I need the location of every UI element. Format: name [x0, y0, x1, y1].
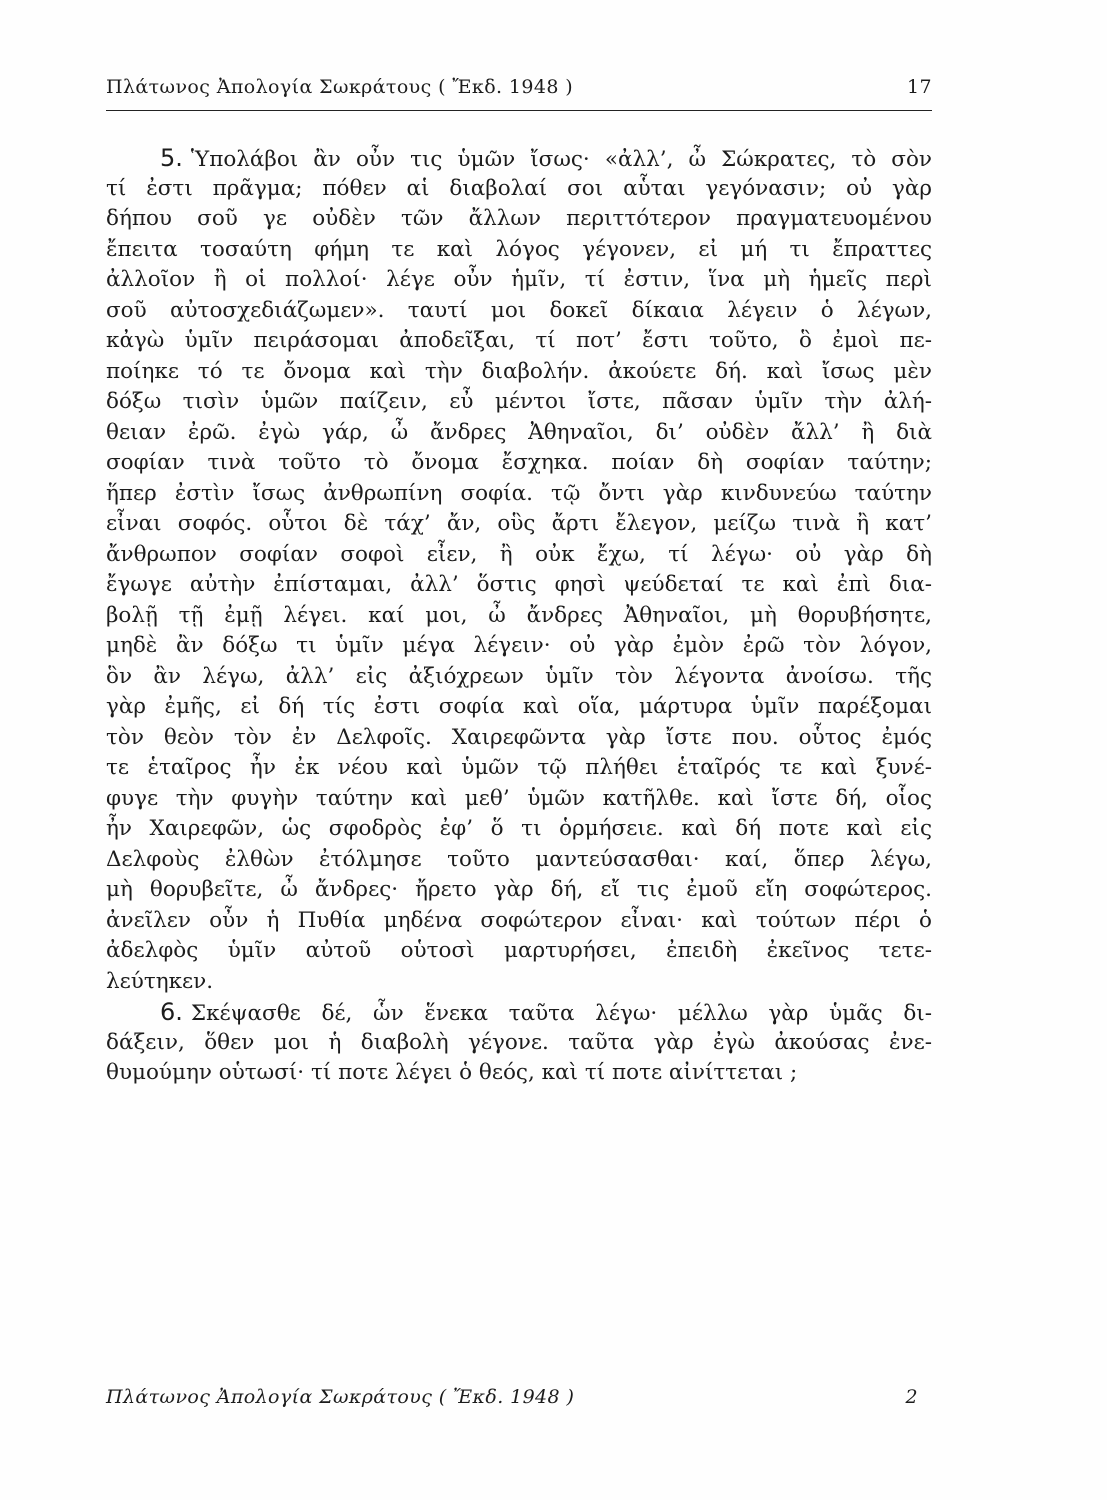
text-line: ἀδελφὸς ὑμῖν αὐτοῦ οὑτοσὶ μαρτυρήσει, ἐπειδὴ ἐκεῖνος τετε- — [106, 938, 932, 963]
text-line: ἔπειτα τοσαύτη φήμη τε καὶ λόγος γέγονεν, εἰ μή τι ἔπραττες — [106, 236, 932, 262]
text-line: τί ἐστι πρᾶγμα; πόθεν αἱ διαβολαί σοι αὗται γεγόνασιν; οὐ γὰρ — [106, 175, 932, 201]
text-line: θυμούμην οὑτωσί· τί ποτε λέγει ὁ θεός, καὶ τί ποτε αἰνίττεται ; — [106, 1060, 798, 1085]
text-line: μηδὲ ἂν δόξω τι ὑμῖν μέγα λέγειν· οὐ γὰρ ἐμὸν ἐρῶ τὸν λόγον, — [106, 633, 932, 658]
page-body — [106, 143, 932, 1089]
footer-title: Πλάτωνος Ἀπολογία Σωκράτους ( Ἔκδ. 1948 ) — [106, 1386, 575, 1408]
signature-mark: 2 — [905, 1386, 918, 1408]
text-line: ἀνεῖλεν οὖν ἡ Πυθία μηδένα σοφώτερον εἶναι· καὶ τούτων πέρι ὁ — [106, 907, 932, 933]
text-line: δήπου σοῦ γε οὐδὲν τῶν ἄλλων περιττότερον πραγματευομένου — [106, 206, 932, 231]
text-line: βολῇ τῇ ἐμῇ λέγει. καί μοι, ὦ ἄνδρες Ἀθηναῖοι, μὴ θορυβήσητε, — [106, 602, 932, 628]
text-line: λεύτηκεν. — [106, 968, 214, 994]
text-line: ἥπερ ἐστὶν ἴσως ἀνθρωπίνη σοφία. τῷ ὄντι γὰρ κινδυνεύω ταύτην — [106, 480, 932, 506]
text-line: σοφίαν τινὰ τοῦτο τὸ ὄνομα ἔσχηκα. ποίαν δὴ σοφίαν ταύτην; — [106, 450, 932, 475]
text-line: ἄνθρωπον σοφίαν σοφοὶ εἶεν, ἢ οὐκ ἔχω, τί λέγω· οὐ γὰρ δὴ — [106, 541, 932, 567]
header-title: Πλάτωνος Ἀπολογία Σωκράτους ( Ἔκδ. 1948 ) — [106, 76, 574, 98]
text-line: μὴ θορυβεῖτε, ὦ ἄνδρες· ἤρετο γὰρ δή, εἴ τις ἐμοῦ εἴη σοφώτερος. — [106, 877, 932, 902]
section-first-line — [106, 997, 932, 1028]
text-line: ἀλλοῖον ἢ οἱ πολλοί· λέγε οὖν ἡμῖν, τί ἐστιν, ἵνα μὴ ἡμεῖς περὶ — [106, 267, 932, 292]
text-line: ἔγωγε αὐτὴν ἐπίσταμαι, ἀλλ’ ὅστις φησὶ ψεύδεταί τε καὶ ἐπὶ δια- — [106, 572, 932, 597]
text-line: εἶναι σοφός. οὗτοι δὲ τάχ’ ἄν, οὓς ἄρτι ἔλεγον, μείζω τινὰ ἢ κατ’ — [106, 511, 932, 536]
text-line: τὸν θεὸν τὸν ἐν Δελφοῖς. Χαιρεφῶντα γὰρ ἴστε που. οὗτος ἐμός — [106, 724, 932, 750]
text-line: φυγε τὴν φυγὴν ταύτην καὶ μεθ’ ὑμῶν κατῆλθε. καὶ ἴστε δή, οἷος — [106, 785, 932, 811]
section-first-line-text: Σκέψασθε δέ, ὧν ἕνεκα ταῦτα λέγω· μέλλω γὰρ ὑμᾶς δι- — [190, 1001, 932, 1026]
section-first-line — [106, 143, 932, 174]
page-number: 17 — [907, 76, 932, 98]
text-line: δάξειν, ὅθεν μοι ἡ διαβολὴ γέγονε. ταῦτα γὰρ ἐγὼ ἀκούσας ἐνε- — [106, 1029, 932, 1055]
text-line: θειαν ἐρῶ. ἐγὼ γάρ, ὦ ἄνδρες Ἀθηναῖοι, δι’ οὐδὲν ἄλλ’ ἢ διὰ — [106, 419, 932, 445]
text-line: ποίηκε τό τε ὄνομα καὶ τὴν διαβολήν. ἀκούετε δή. καὶ ἴσως μὲν — [106, 358, 932, 384]
text-line: ἦν Χαιρεφῶν, ὡς σφοδρὸς ἐφ’ ὅ τι ὁρμήσειε. καὶ δή ποτε καὶ εἰς — [106, 816, 932, 841]
text-line: σοῦ αὐτοσχεδιάζωμεν». ταυτί μοι δοκεῖ δίκαια λέγειν ὁ λέγων, — [106, 297, 932, 323]
text-line: κἀγὼ ὑμῖν πειράσομαι ἀποδεῖξαι, τί ποτ’ ἔστι τοῦτο, ὃ ἐμοὶ πε- — [106, 328, 932, 353]
section-first-line-text: Ὑπολάβοι ἂν οὖν τις ὑμῶν ἴσως· «ἀλλ’, ὦ Σώκρατες, τὸ σὸν — [190, 147, 932, 172]
section-number: 6. — [160, 998, 183, 1026]
header-rule — [106, 110, 932, 111]
section-number: 5. — [160, 144, 183, 172]
text-line: ὃν ἂν λέγω, ἀλλ’ εἰς ἀξιόχρεων ὑμῖν τὸν λέγοντα ἀνοίσω. τῆς — [106, 663, 932, 689]
text-line: τε ἑταῖρος ἦν ἐκ νέου καὶ ὑμῶν τῷ πλήθει ἑταῖρός τε καὶ ξυνέ- — [106, 755, 932, 780]
text-line: Δελφοὺς ἐλθὼν ἐτόλμησε τοῦτο μαντεύσασθαι· καί, ὅπερ λέγω, — [106, 846, 932, 872]
text-line: δόξω τισὶν ὑμῶν παίζειν, εὖ μέντοι ἴστε, πᾶσαν ὑμῖν τὴν ἀλή- — [106, 389, 932, 414]
text-line: γὰρ ἐμῆς, εἰ δή τίς ἐστι σοφία καὶ οἵα, μάρτυρα ὑμῖν παρέξομαι — [106, 694, 932, 719]
